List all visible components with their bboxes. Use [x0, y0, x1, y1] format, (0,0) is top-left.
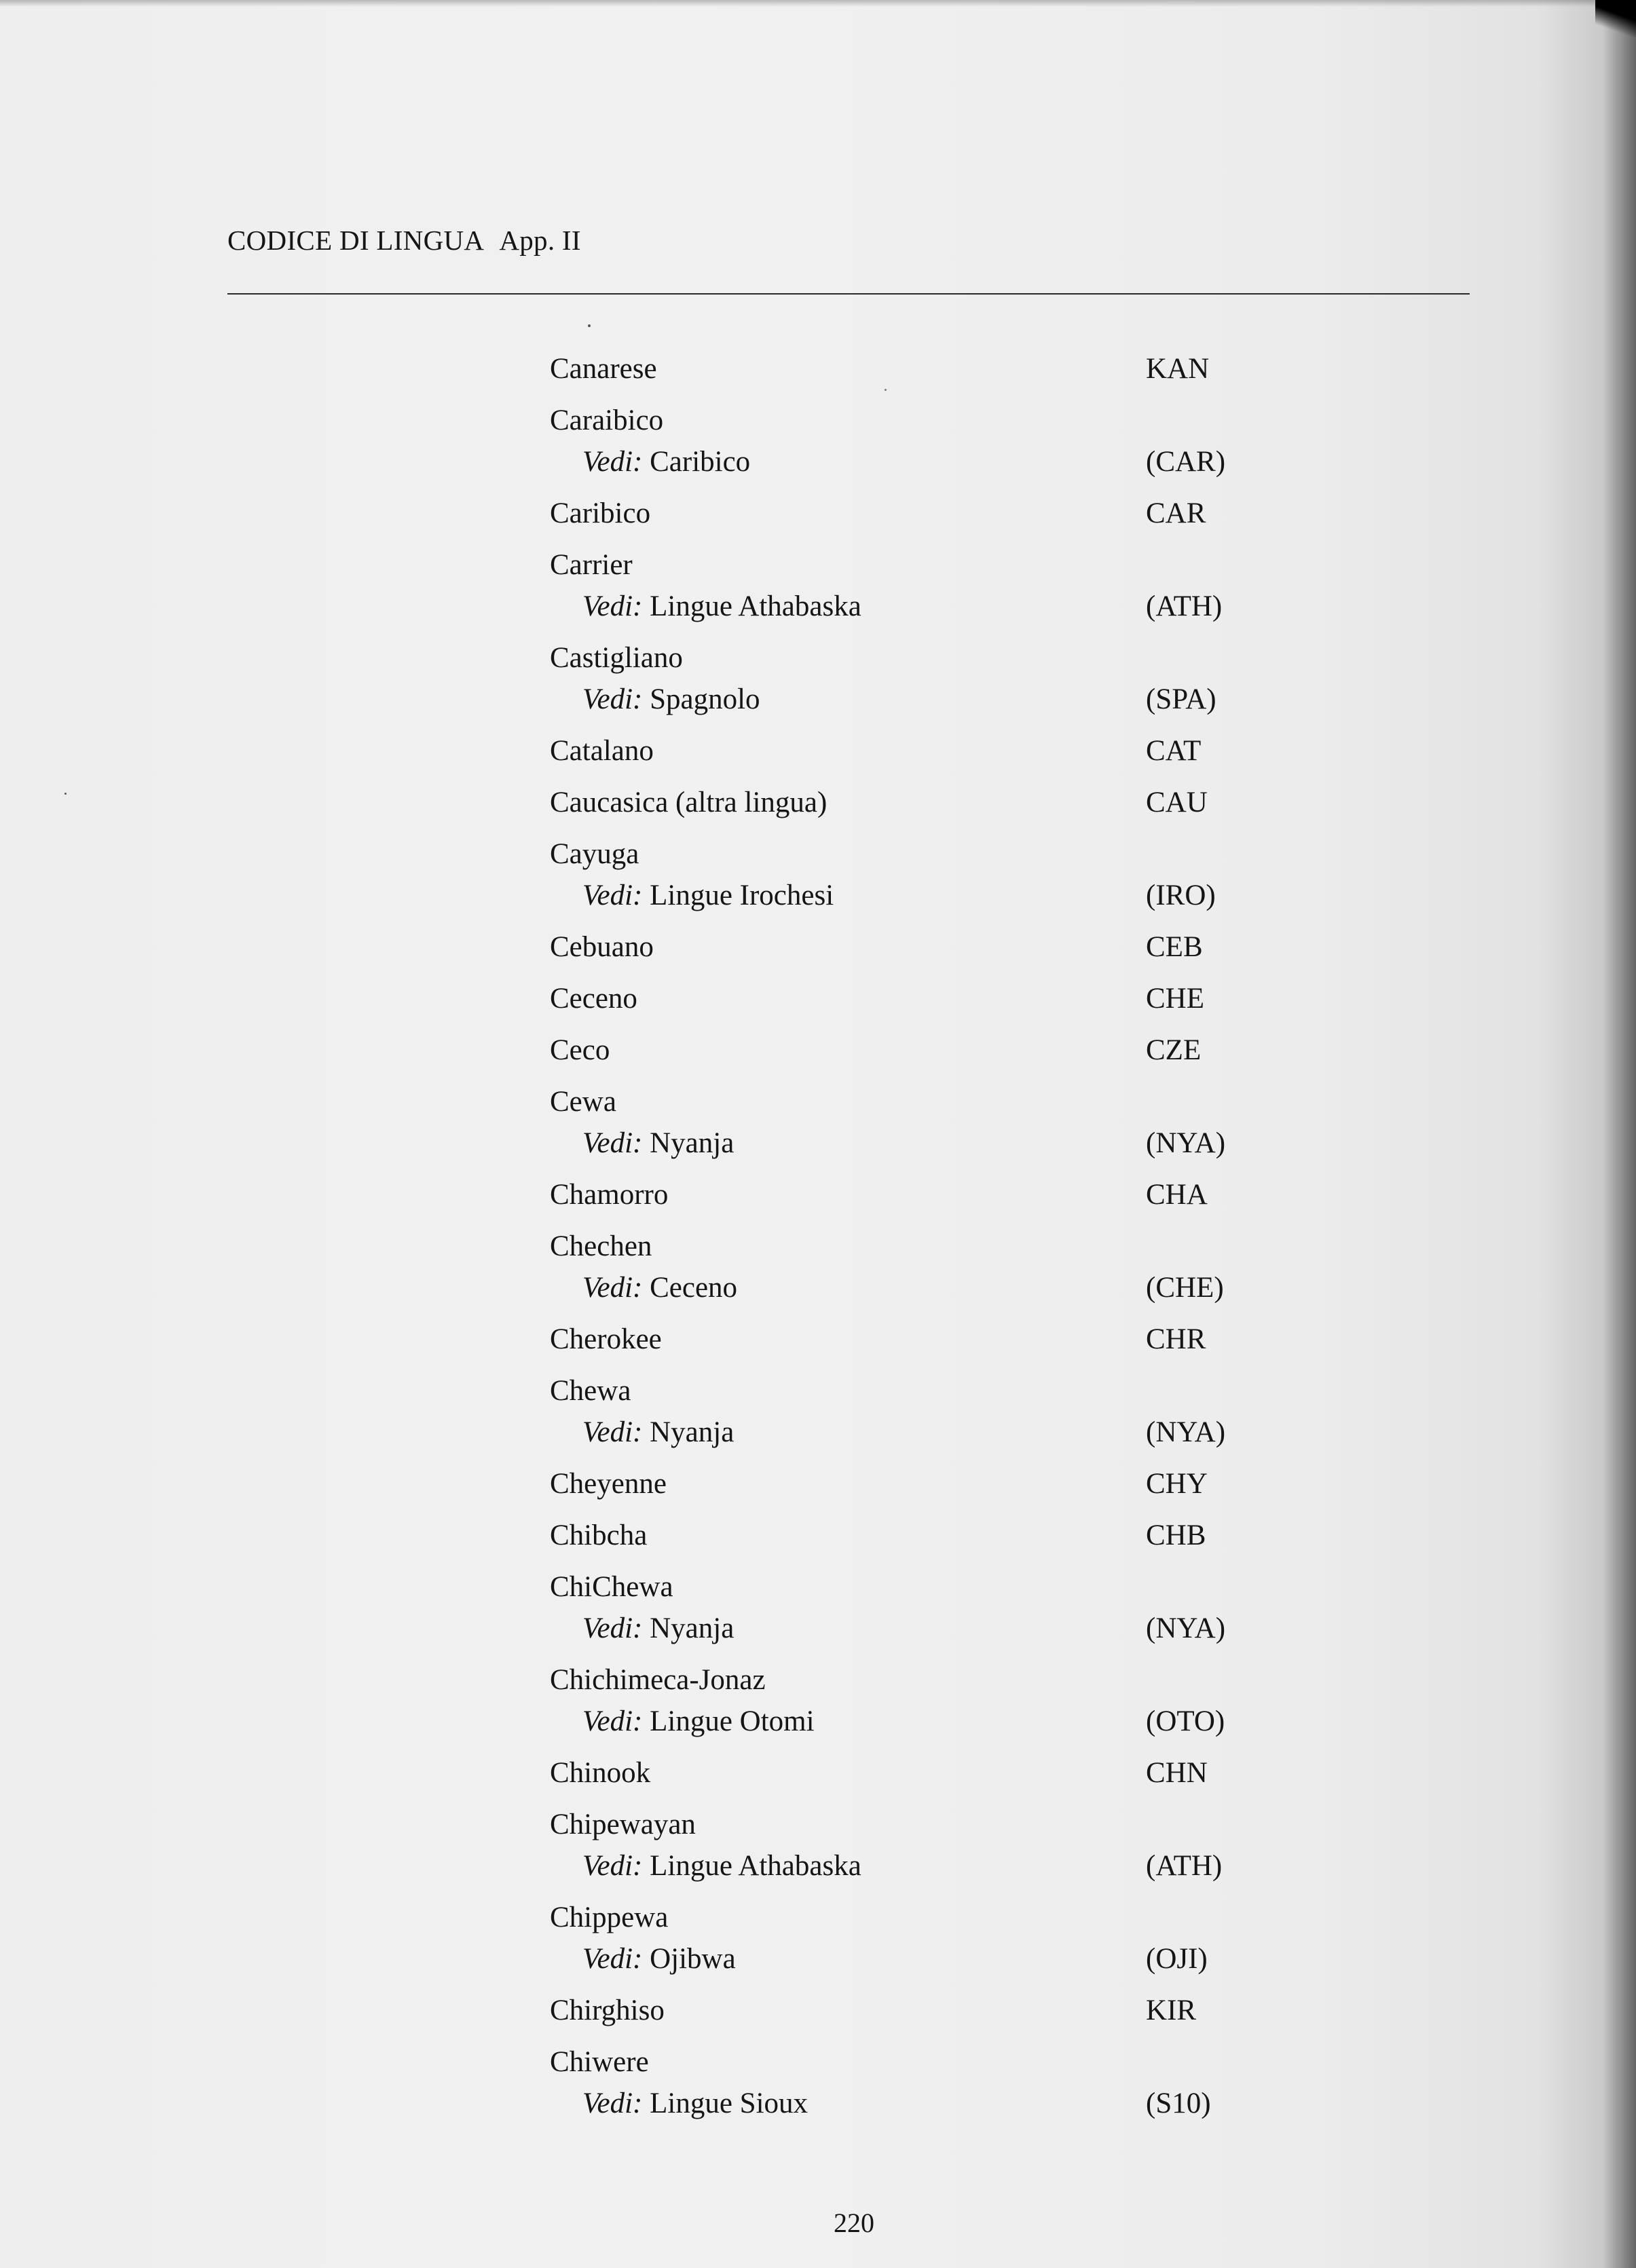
see-reference-row [0, 586, 1636, 627]
entry-term: Chamorro [550, 1179, 669, 1211]
entry-row [0, 927, 1636, 968]
language-code: (CHE) [1146, 1272, 1224, 1304]
see-reference [582, 2083, 808, 2124]
entry-row [0, 1464, 1636, 1505]
language-code: CHY [1146, 1468, 1208, 1500]
language-code: (IRO) [1146, 880, 1216, 911]
see-target: Ceceno [650, 1272, 738, 1304]
see-reference-row [0, 1123, 1636, 1164]
see-target: Caribico [650, 446, 751, 478]
entry-row [0, 2042, 1636, 2083]
see-reference [582, 586, 861, 627]
see-reference-row [0, 1939, 1636, 1980]
see-reference-row [0, 1608, 1636, 1649]
entry-term: Caucasica (altra lingua) [550, 787, 828, 818]
see-reference [582, 875, 834, 916]
see-reference [582, 1701, 815, 1742]
see-reference-row [0, 2083, 1636, 2124]
entry-row [0, 493, 1636, 534]
see-reference-row [0, 1846, 1636, 1887]
language-code: (ATH) [1146, 590, 1223, 622]
entry-row [0, 1319, 1636, 1360]
see-reference-row [0, 1268, 1636, 1308]
entry-row [0, 1990, 1636, 2031]
see-target: Nyanja [650, 1416, 735, 1448]
entry-row [0, 1804, 1636, 1845]
entry-row [0, 1371, 1636, 1412]
language-code: (CAR) [1146, 446, 1226, 478]
see-label: Vedi: [582, 446, 643, 478]
language-code: (OTO) [1146, 1705, 1225, 1737]
language-code: KIR [1146, 1995, 1197, 2026]
see-reference [582, 1939, 736, 1980]
see-reference [582, 679, 760, 720]
entry-term: Cayuga [550, 838, 639, 870]
see-reference [582, 1608, 734, 1649]
see-target: Ojibwa [650, 1943, 736, 1975]
entry-term: Ceceno [550, 983, 637, 1015]
language-code: (NYA) [1146, 1416, 1226, 1448]
see-label: Vedi: [582, 1272, 643, 1304]
language-code: CHR [1146, 1323, 1206, 1355]
see-reference [582, 1123, 734, 1164]
see-reference [582, 1846, 861, 1887]
entry-term: ChiChewa [550, 1571, 673, 1603]
entry-term: Chiwere [550, 2046, 649, 2078]
see-target: Nyanja [650, 1127, 735, 1159]
entry-row [0, 1175, 1636, 1215]
entry-term: Castigliano [550, 642, 683, 674]
entry-term: Chichimeca-Jonaz [550, 1664, 766, 1696]
language-code: (OJI) [1146, 1943, 1208, 1975]
language-code: CHN [1146, 1757, 1208, 1789]
see-reference [582, 1412, 734, 1453]
entry-row [0, 1082, 1636, 1122]
entry-row [0, 1030, 1636, 1071]
see-reference-row [0, 1701, 1636, 1742]
entry-row [0, 1567, 1636, 1608]
see-label: Vedi: [582, 1416, 643, 1448]
entry-term: Chippewa [550, 1902, 669, 1933]
see-label: Vedi: [582, 2087, 643, 2119]
language-code: (SPA) [1146, 683, 1216, 715]
entry-term: Cherokee [550, 1323, 662, 1355]
page-number: 220 [834, 2208, 874, 2238]
language-code: CHE [1146, 983, 1204, 1015]
entry-term: Chinook [550, 1757, 651, 1789]
entry-row [0, 979, 1636, 1019]
language-code: CAT [1146, 735, 1202, 767]
entry-row [0, 1660, 1636, 1701]
see-reference-row [0, 1412, 1636, 1453]
see-label: Vedi: [582, 1850, 643, 1882]
language-code: KAN [1146, 353, 1210, 385]
see-target: Lingue Sioux [650, 2087, 808, 2119]
see-reference-row [0, 679, 1636, 720]
language-code: CAU [1146, 787, 1208, 818]
see-label: Vedi: [582, 1943, 643, 1975]
entry-term: Cheyenne [550, 1468, 667, 1500]
entry-term: Carrier [550, 549, 633, 581]
language-code: (S10) [1146, 2087, 1211, 2119]
language-code: CHA [1146, 1179, 1208, 1211]
entry-term: Canarese [550, 353, 657, 385]
entry-row [0, 731, 1636, 772]
see-reference [582, 1268, 737, 1308]
language-code: CHB [1146, 1519, 1206, 1551]
language-code: (NYA) [1146, 1127, 1226, 1159]
entry-term: Chewa [550, 1375, 631, 1407]
entry-term: Chirghiso [550, 1995, 665, 2026]
entry-row [0, 545, 1636, 586]
see-target: Lingue Irochesi [650, 880, 834, 911]
language-code: (ATH) [1146, 1850, 1223, 1882]
see-label: Vedi: [582, 590, 643, 622]
entry-row [0, 834, 1636, 875]
entry-term: Catalano [550, 735, 654, 767]
language-code: CAR [1146, 497, 1206, 529]
language-code: CZE [1146, 1034, 1202, 1066]
entry-term: Cebuano [550, 931, 654, 963]
running-title: CODICE DI LINGUA [227, 225, 485, 256]
entry-row [0, 638, 1636, 679]
see-target: Spagnolo [650, 683, 760, 715]
entry-term: Ceco [550, 1034, 610, 1066]
entry-row [0, 349, 1636, 390]
entry-term: Cewa [550, 1086, 616, 1118]
see-reference-row [0, 875, 1636, 916]
see-target: Lingue Athabaska [650, 590, 861, 622]
entry-row [0, 1753, 1636, 1794]
entry-row [0, 1897, 1636, 1938]
entry-row [0, 782, 1636, 823]
appendix-label: App. II [499, 225, 581, 256]
see-target: Lingue Otomi [650, 1705, 815, 1737]
see-label: Vedi: [582, 880, 643, 911]
see-label: Vedi: [582, 1612, 643, 1644]
entry-row [0, 1226, 1636, 1267]
see-label: Vedi: [582, 1705, 643, 1737]
entry-term: Caraibico [550, 404, 664, 436]
language-code: (NYA) [1146, 1612, 1226, 1644]
see-target: Nyanja [650, 1612, 735, 1644]
entry-term: Caribico [550, 497, 651, 529]
see-reference [582, 442, 750, 483]
entry-term: Chechen [550, 1230, 652, 1262]
see-target: Lingue Athabaska [650, 1850, 861, 1882]
entry-row [0, 1515, 1636, 1556]
entry-term: Chipewayan [550, 1809, 696, 1840]
language-code: CEB [1146, 931, 1203, 963]
entry-term: Chibcha [550, 1519, 648, 1551]
see-label: Vedi: [582, 1127, 643, 1159]
see-label: Vedi: [582, 683, 643, 715]
see-reference-row [0, 442, 1636, 483]
entry-row [0, 400, 1636, 441]
